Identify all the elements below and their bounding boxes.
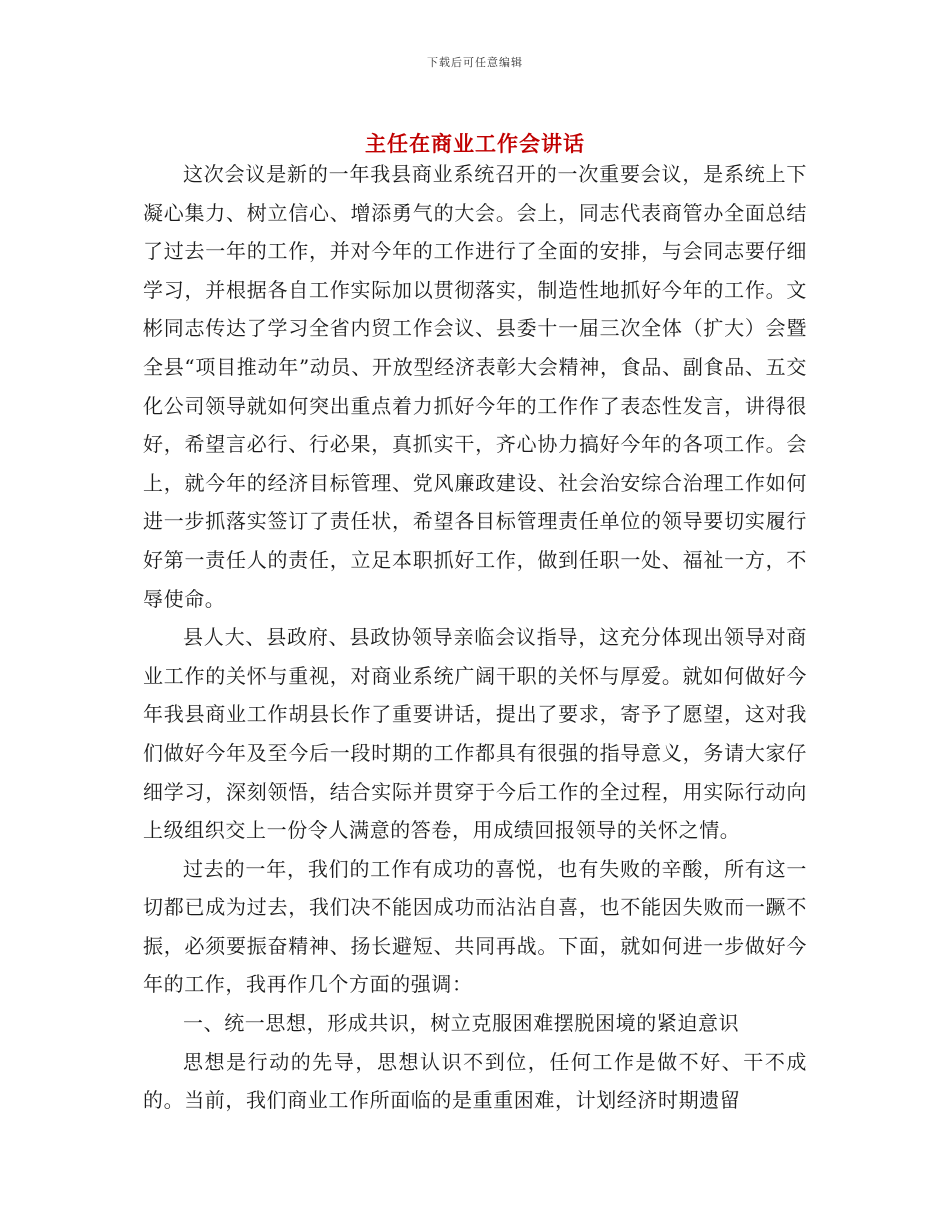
document-title: 主任在商业工作会讲话	[365, 131, 585, 157]
paragraph-thinking: 思想是行动的先导，思想认识不到位，任何工作是做不好、干不成的。当前，我们商业工作所面临的是重重困难，计划经济时期遗留	[143, 1049, 807, 1113]
paragraph-past-year: 过去的一年，我们的工作有成功的喜悦，也有失败的辛酸，所有这一切都已成为过去，我们决不能因成功而沾沾自喜，也不能因失败而一蹶不振，必须要振奋精神、扬长避短、共同再战。下面，就如何进一步做好今年的工作，我再作几个方面的强调：	[143, 856, 807, 997]
document-body	[143, 155, 807, 1120]
paragraph-leadership: 县人大、县政府、县政协领导亲临会议指导，这充分体现出领导对商业工作的关怀与重视，对商业系统广阔干职的关怀与厚爱。就如何做好今年我县商业工作胡县长作了重要讲话，提出了要求，寄予了愿望，这对我们做好今年及至今后一段时期的工作都具有很强的指导意义，务请大家仔细学习，深刻领悟，结合实际并贯穿于今后工作的全过程，用实际行动向上级组织交上一份令人满意的答卷，用成绩回报领导的关怀之情。	[143, 625, 807, 843]
section-heading-one: 一、统一思想，形成共识，树立克服困难摆脱困境的紧迫意识	[183, 1011, 740, 1036]
paragraph-intro: 这次会议是新的一年我县商业系统召开的一次重要会议，是系统上下凝心集力、树立信心、增添勇气的大会。会上，同志代表商管办全面总结了过去一年的工作，并对今年的工作进行了全面的安排，与会同志要仔细学习，并根据各自工作实际加以贯彻落实，制造性地抓好今年的工作。文彬同志传达了学习全省内贸工作会议、县委十一届三次全体（扩大）会暨全县“项目推动年”动员、开放型经济表彰大会精神，食品、副食品、五交化公司领导就如何突出重点着力抓好今年的工作作了表态性发言，讲得很好，希望言必行、行必果，真抓实干，齐心协力搞好今年的各项工作。会上，就今年的经济目标管理、党风廉政建设、社会治安综合治理工作如何进一步抓落实签订了责任状，希望各目标管理责任单位的领导要切实履行好第一责任人的责任，立足本职抓好工作，做到任职一处、福祉一方，不辱使命。	[143, 162, 807, 611]
page-header-note: 下载后可任意编辑	[427, 56, 523, 69]
